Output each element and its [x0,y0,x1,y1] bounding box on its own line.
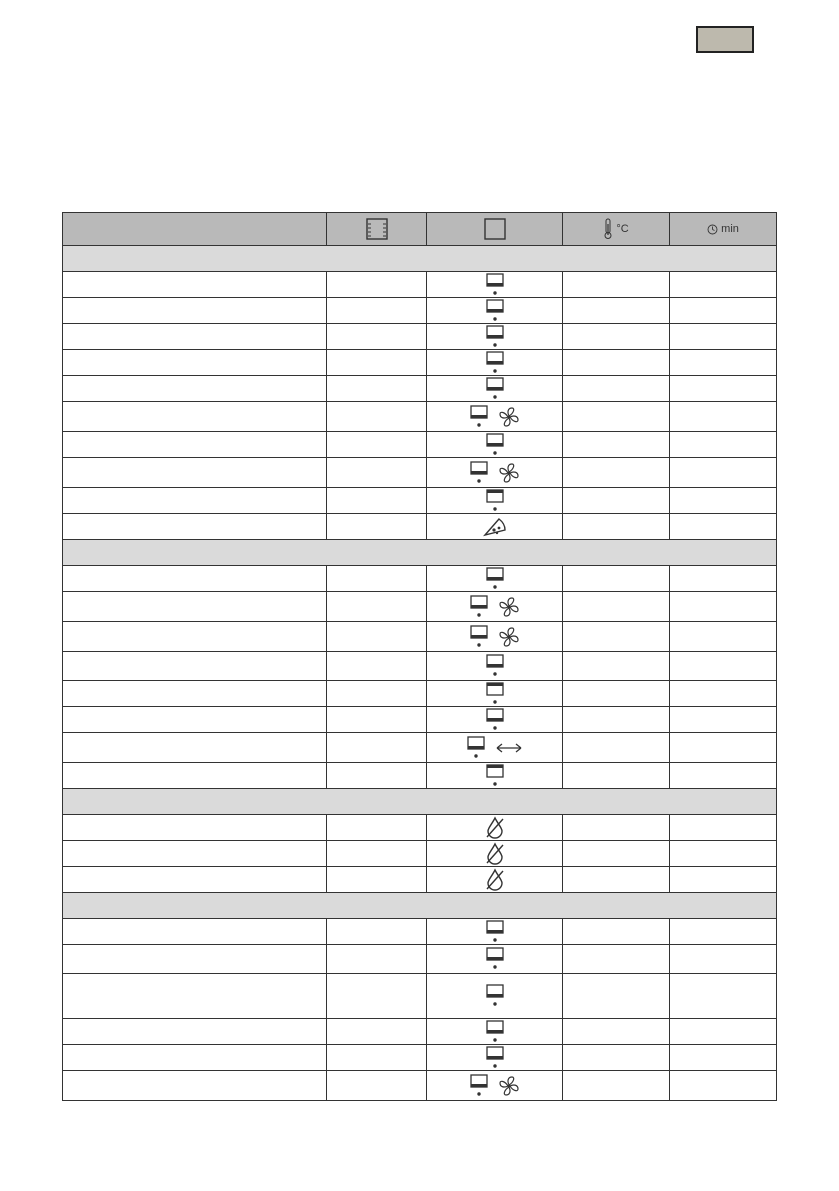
food-cell [63,272,327,298]
bottom-heat-icon [486,984,504,1008]
food-cell [63,432,327,458]
mode-icons [470,595,520,619]
temperature-cell [563,681,670,707]
table-row [63,681,777,707]
temperature-cell [563,272,670,298]
table-row [63,272,777,298]
clock-icon [707,223,718,235]
temperature-cell [563,652,670,681]
table-row [63,867,777,893]
table-row [63,763,777,789]
food-cell [63,919,327,945]
time-cell [670,432,777,458]
shelf-level-cell [327,432,427,458]
temperature-cell [563,622,670,652]
temperature-cell [563,707,670,733]
mode-icons [486,1020,504,1044]
shelf-level-cell [327,867,427,893]
time-cell [670,681,777,707]
mode-icons [470,461,520,485]
temperature-cell [563,919,670,945]
table-row [63,707,777,733]
table-row [63,566,777,592]
shelf-level-cell [327,707,427,733]
fan-icon [498,406,520,428]
bottom-heat-icon [486,708,504,732]
heating-mode-cell [427,652,563,681]
shelf-level-cell [327,298,427,324]
time-cell [670,566,777,592]
bottom-heat-icon [470,461,488,485]
bottom-heat-icon [486,947,504,971]
fan-icon [498,596,520,618]
mode-icons [467,736,523,760]
temperature-cell [563,592,670,622]
table-row [63,974,777,1019]
shelf-level-cell [327,1045,427,1071]
top-bottom-heat-icon [486,764,504,788]
heating-mode-cell [427,350,563,376]
mode-icons [486,984,504,1008]
mode-icons [470,1074,520,1098]
shelf-level-cell [327,566,427,592]
mode-icons [484,868,506,892]
temperature-cell [563,1045,670,1071]
header-time [670,213,777,246]
temperature-cell [563,432,670,458]
temperature-cell [563,402,670,432]
shelf-level-cell [327,458,427,488]
table-row [63,1019,777,1045]
temperature-cell [563,763,670,789]
bottom-heat-icon [486,351,504,375]
mode-icons [486,351,504,375]
bottom-heat-icon [486,1046,504,1070]
mode-icons [486,325,504,349]
shelf-level-cell [327,945,427,974]
bottom-heat-icon [486,920,504,944]
temperature-cell [563,974,670,1019]
shelf-level-icon [366,218,388,240]
heating-mode-cell [427,707,563,733]
food-cell [63,298,327,324]
table-row [63,350,777,376]
time-cell [670,272,777,298]
mode-icons [486,920,504,944]
food-cell [63,945,327,974]
time-cell [670,1071,777,1101]
bottom-heat-icon [470,405,488,429]
drop-off-icon [484,816,506,840]
table-row [63,733,777,763]
heating-mode-cell [427,1071,563,1101]
heating-mode-cell [427,324,563,350]
shelf-level-cell [327,763,427,789]
section-label [63,789,777,815]
shelf-level-cell [327,841,427,867]
heating-mode-cell [427,622,563,652]
bottom-heat-icon [470,625,488,649]
table-row [63,298,777,324]
food-cell [63,514,327,540]
table-row [63,324,777,350]
heating-mode-cell [427,458,563,488]
time-cell [670,974,777,1019]
top-bottom-heat-icon [486,682,504,706]
time-cell [670,376,777,402]
food-cell [63,815,327,841]
food-cell [63,566,327,592]
time-cell [670,867,777,893]
table-row [63,376,777,402]
bottom-heat-icon [486,654,504,678]
shelf-level-cell [327,592,427,622]
food-cell [63,681,327,707]
mode-icons [470,405,520,429]
temperature-cell [563,1071,670,1101]
food-cell [63,458,327,488]
table-row [63,1071,777,1101]
shelf-level-cell [327,622,427,652]
shelf-level-cell [327,514,427,540]
table-row [63,919,777,945]
table-row [63,432,777,458]
mode-icons [486,682,504,706]
food-cell [63,324,327,350]
bottom-heat-icon [470,595,488,619]
mode-icons [486,433,504,457]
temperature-cell [563,376,670,402]
shelf-level-cell [327,919,427,945]
food-cell [63,763,327,789]
mode-icons [484,816,506,840]
heating-mode-cell [427,815,563,841]
section-row [63,789,777,815]
bottom-heat-icon [486,299,504,323]
heating-mode-cell [427,432,563,458]
heating-mode-cell [427,945,563,974]
shelf-level-cell [327,1019,427,1045]
bottom-heat-icon [486,433,504,457]
header-heating-mode [427,213,563,246]
shelf-level-cell [327,402,427,432]
table-row [63,514,777,540]
temperature-cell [563,867,670,893]
food-cell [63,488,327,514]
temperature-cell [563,566,670,592]
food-cell [63,867,327,893]
time-cell [670,841,777,867]
fan-icon [498,462,520,484]
food-cell [63,402,327,432]
time-cell [670,1019,777,1045]
food-cell [63,350,327,376]
food-cell [63,733,327,763]
temperature-cell [563,350,670,376]
heating-mode-cell [427,592,563,622]
header-shelf-level [327,213,427,246]
time-cell [670,1045,777,1071]
shelf-level-cell [327,733,427,763]
shelf-level-cell [327,681,427,707]
food-cell [63,707,327,733]
food-cell [63,376,327,402]
temperature-cell [563,458,670,488]
time-cell [670,707,777,733]
shelf-level-cell [327,350,427,376]
mode-icons [486,273,504,297]
mode-icons [486,654,504,678]
time-cell [670,592,777,622]
food-cell [63,592,327,622]
heating-mode-cell [427,681,563,707]
mode-icons [470,625,520,649]
heating-mode-cell [427,841,563,867]
table-row [63,841,777,867]
time-cell [670,458,777,488]
bottom-heat-icon [486,377,504,401]
temperature-unit: °C [616,223,629,235]
heating-mode-cell [427,1019,563,1045]
time-cell [670,919,777,945]
heating-mode-cell [427,919,563,945]
food-cell [63,1071,327,1101]
section-label [63,893,777,919]
time-unit: min [721,223,739,236]
shelf-level-cell [327,376,427,402]
time-cell [670,763,777,789]
time-cell [670,945,777,974]
fan-icon [498,1075,520,1097]
food-cell [63,622,327,652]
time-cell [670,733,777,763]
heating-mode-icon [484,218,506,240]
food-cell [63,652,327,681]
mode-icons [486,567,504,591]
mode-icons [486,708,504,732]
drop-off-icon [484,868,506,892]
both-sides-arrow-icon [495,741,523,753]
heating-mode-cell [427,867,563,893]
temperature-cell [563,324,670,350]
table-header-row [63,213,777,246]
page-tag [696,26,754,53]
table-row [63,1045,777,1071]
table-row [63,815,777,841]
time-cell [670,488,777,514]
heating-mode-cell [427,488,563,514]
mode-icons [486,947,504,971]
table-row [63,592,777,622]
mode-icons [486,299,504,323]
shelf-level-cell [327,815,427,841]
table-row [63,622,777,652]
shelf-level-cell [327,652,427,681]
shelf-level-cell [327,488,427,514]
bottom-heat-icon [470,1074,488,1098]
food-cell [63,974,327,1019]
temperature-cell [563,298,670,324]
shelf-level-cell [327,272,427,298]
mode-icons [486,377,504,401]
heating-mode-cell [427,974,563,1019]
temperature-cell [563,1019,670,1045]
table-row [63,402,777,432]
time-cell [670,514,777,540]
time-cell [670,652,777,681]
shelf-level-cell [327,974,427,1019]
temperature-cell [563,514,670,540]
bottom-heat-icon [467,736,485,760]
bottom-heat-icon [486,273,504,297]
table-row [63,458,777,488]
top-bottom-heat-icon [486,489,504,513]
table-row [63,652,777,681]
section-label [63,540,777,566]
heating-mode-cell [427,763,563,789]
mode-icons [484,842,506,866]
mode-icons [486,489,504,513]
food-cell [63,1019,327,1045]
heating-mode-cell [427,298,563,324]
section-row [63,540,777,566]
temperature-cell [563,815,670,841]
time-cell [670,298,777,324]
heating-mode-cell [427,514,563,540]
mode-icons [486,764,504,788]
temperature-cell [563,488,670,514]
time-cell [670,622,777,652]
heating-mode-cell [427,1045,563,1071]
shelf-level-cell [327,1071,427,1101]
temperature-cell [563,841,670,867]
temperature-cell [563,733,670,763]
header-food [63,213,327,246]
program-table [62,212,777,1101]
pizza-icon [483,517,507,537]
section-row [63,246,777,272]
food-cell [63,841,327,867]
table-row [63,488,777,514]
heating-mode-cell [427,272,563,298]
table-row [63,945,777,974]
thermometer-icon [603,218,613,240]
shelf-level-cell [327,324,427,350]
header-temperature [563,213,670,246]
bottom-heat-icon [486,1020,504,1044]
section-label [63,246,777,272]
mode-icons [486,1046,504,1070]
time-cell [670,402,777,432]
heating-mode-cell [427,733,563,763]
temperature-cell [563,945,670,974]
food-cell [63,1045,327,1071]
bottom-heat-icon [486,567,504,591]
heating-mode-cell [427,376,563,402]
time-cell [670,815,777,841]
fan-icon [498,626,520,648]
heating-mode-cell [427,566,563,592]
drop-off-icon [484,842,506,866]
time-cell [670,324,777,350]
section-row [63,893,777,919]
bottom-heat-icon [486,325,504,349]
heating-mode-cell [427,402,563,432]
time-cell [670,350,777,376]
mode-icons [483,517,507,537]
